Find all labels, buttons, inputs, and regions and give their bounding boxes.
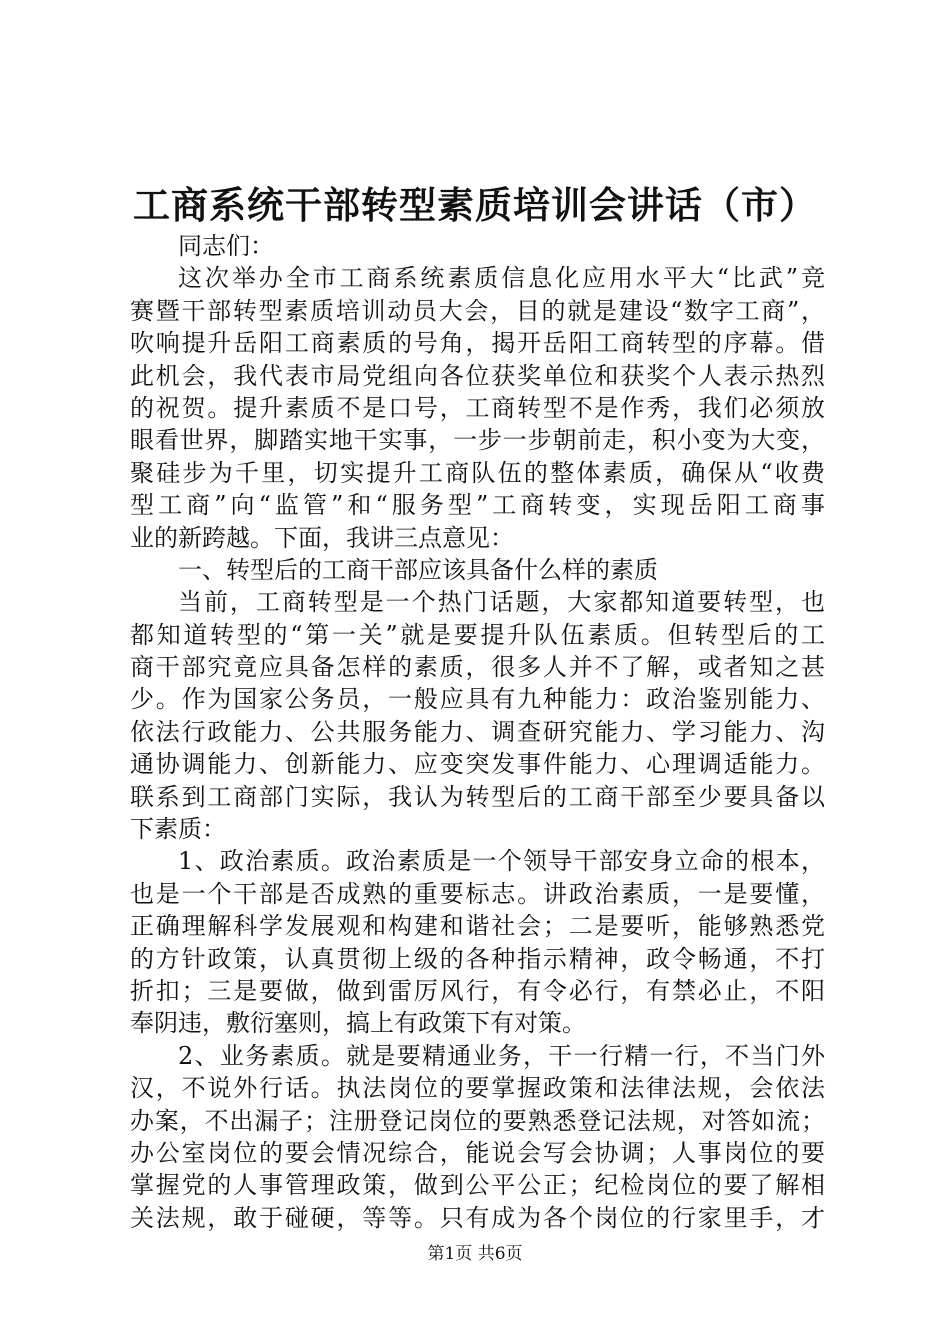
paragraph-line: 少。作为国家公务员，一般应具有九种能力：政治鉴别能力、	[130, 685, 825, 714]
paragraph-line: 奉阴违，敷衍塞则，搞上有政策下有对策。	[130, 1009, 586, 1038]
paragraph-line: 当前，工商转型是一个热门话题，大家都知道要转型，也	[178, 588, 825, 617]
paragraph-line: 2、业务素质。就是要精通业务，干一行精一行，不当门外	[178, 1041, 825, 1070]
paragraph-line: 业的新跨越。下面，我讲三点意见：	[130, 523, 514, 552]
page-title: 工商系统干部转型素质培训会讲话（市）	[133, 183, 817, 227]
paragraph-line: 依法行政能力、公共服务能力、调查研究能力、学习能力、沟	[130, 717, 825, 746]
paragraph-line: 联系到工商部门实际，我认为转型后的工商干部至少要具备以	[130, 782, 825, 811]
paragraph-line: 商干部究竟应具备怎样的素质，很多人并不了解，或者知之甚	[130, 653, 825, 682]
paragraph-line: 赛暨干部转型素质培训动员大会，目的就是建设“数字工商”，	[130, 296, 825, 325]
paragraph-line: 眼看世界，脚踏实地干实事，一步一步朝前走，积小变为大变，	[130, 426, 825, 455]
paragraph-line: 这次举办全市工商系统素质信息化应用水平大“比武”竞	[178, 264, 825, 293]
paragraph-line: 正确理解科学发展观和构建和谐社会；二是要听，能够熟悉党	[130, 912, 825, 941]
page-footer: 第1页 共6页	[427, 1244, 523, 1264]
paragraph-line: 掌握党的人事管理政策，做到公平公正；纪检岗位的要了解相	[130, 1171, 825, 1200]
paragraph-line: 通协调能力、创新能力、应变突发事件能力、心理调适能力。	[130, 750, 825, 779]
salutation-line: 同志们：	[178, 232, 274, 260]
paragraph-line: 1、政治素质。政治素质是一个领导干部安身立命的根本，	[178, 847, 825, 876]
paragraph-line: 都知道转型的“第一关”就是要提升队伍素质。但转型后的工	[130, 620, 825, 649]
paragraph-line: 的祝贺。提升素质不是口号，工商转型不是作秀，我们必须放	[130, 393, 825, 422]
paragraph-line: 此机会，我代表市局党组向各位获奖单位和获奖个人表示热烈	[130, 361, 825, 390]
paragraph-line: 关法规，敢于碰硬，等等。只有成为各个岗位的行家里手，才	[130, 1203, 825, 1232]
paragraph-line: 吹响提升岳阳工商素质的号角，揭开岳阳工商转型的序幕。借	[130, 329, 825, 358]
paragraph-line: 折扣；三是要做，做到雷厉风行，有令必行，有禁必止，不阳	[130, 976, 825, 1005]
paragraph-line: 办公室岗位的要会情况综合，能说会写会协调；人事岗位的要	[130, 1138, 825, 1167]
section-heading: 一、转型后的工商干部应该具备什么样的素质	[178, 555, 658, 584]
paragraph-line: 型工商”向“监管”和“服务型”工商转变，实现岳阳工商事	[130, 491, 825, 520]
paragraph-line: 的方针政策，认真贯彻上级的各种指示精神，政令畅通，不打	[130, 944, 825, 973]
paragraph-line: 下素质：	[130, 815, 226, 844]
paragraph-line: 聚硅步为千里，切实提升工商队伍的整体素质，确保从“收费	[130, 458, 825, 487]
paragraph-line: 也是一个干部是否成熟的重要标志。讲政治素质，一是要懂，	[130, 879, 825, 908]
document-body	[130, 230, 825, 1234]
paragraph-line: 汉，不说外行话。执法岗位的要掌握政策和法律法规，会依法	[130, 1074, 825, 1103]
paragraph-line: 办案，不出漏子；注册登记岗位的要熟悉登记法规，对答如流；	[130, 1106, 825, 1135]
